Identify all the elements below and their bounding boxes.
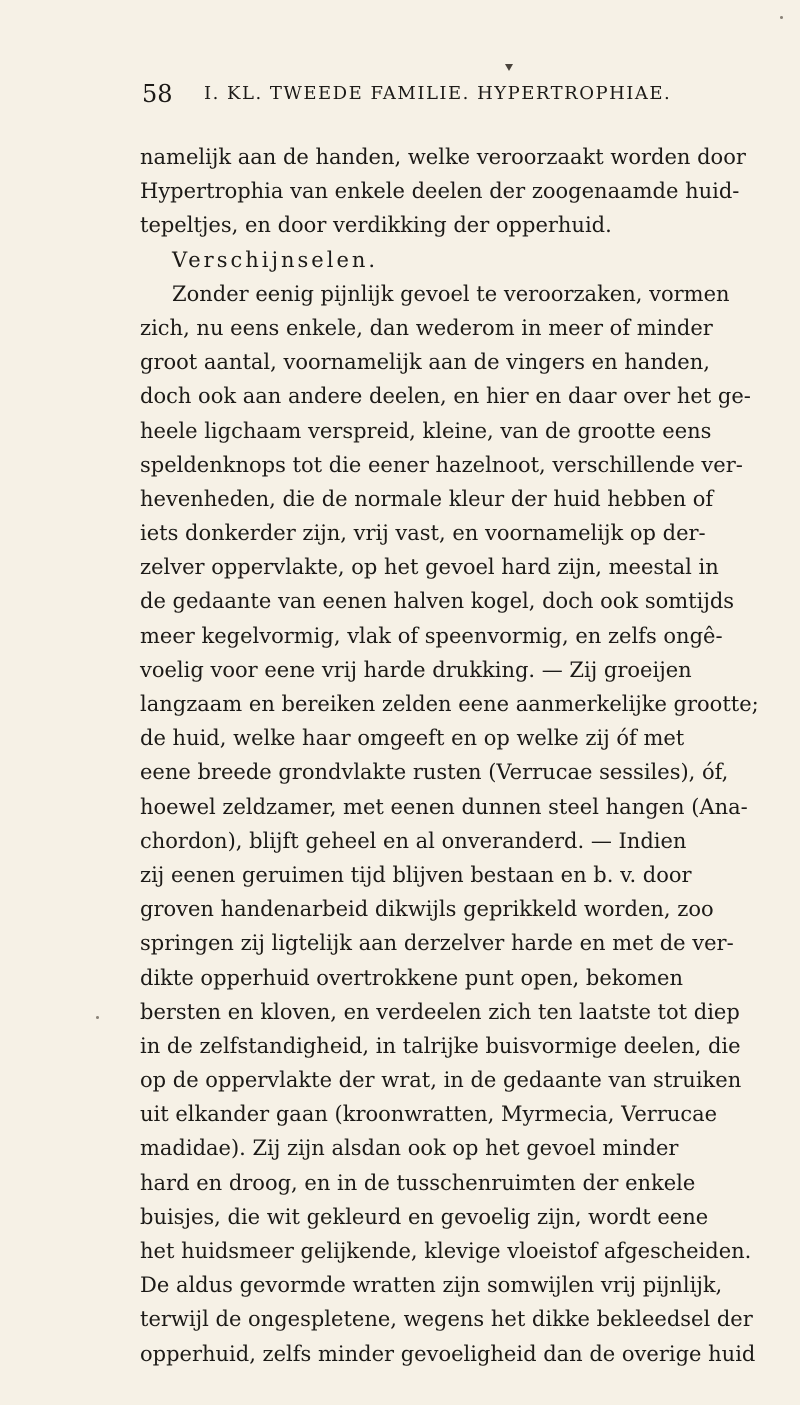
- text-line: langzaam en bereiken zelden eene aanmerkelijke grootte;: [140, 692, 759, 716]
- text-line: zelver oppervlakte, op het gevoel hard zijn, meestal in: [140, 555, 719, 580]
- text-line: chordon), blijft geheel en al onveranderd. — Indien: [140, 828, 687, 853]
- text-line: in de zelfstandigheid, in talrijke buisvormige deelen, die: [140, 1033, 741, 1058]
- paper-speck: [96, 1016, 99, 1019]
- section-heading: Verschijnselen.: [172, 247, 379, 272]
- text-line: springen zij ligtelijk aan derzelver harde en met de ver-: [140, 931, 734, 956]
- text-line: zij eenen geruimen tijd blijven bestaan en b. v. door: [140, 862, 692, 887]
- text-line: opperhuid, zelfs minder gevoeligheid dan de overige huid: [140, 1341, 756, 1366]
- text-line: tepeltjes, en door verdikking der opperhuid.: [140, 213, 612, 238]
- text-line: doch ook aan andere deelen, en hier en daar over het ge-: [140, 384, 751, 409]
- text-line: de huid, welke haar omgeeft en op welke zij óf met: [140, 726, 685, 751]
- text-line: uit elkander gaan (kroonwratten, Myrmecia, Verrucae: [140, 1102, 718, 1127]
- text-line: buisjes, die wit gekleurd en gevoelig zijn, wordt eene: [140, 1204, 709, 1229]
- page-number: 58: [142, 80, 173, 108]
- running-title: I. KL. TWEEDE FAMILIE. HYPERTROPHIAE.: [204, 83, 672, 104]
- text-line: de gedaante van eenen halven kogel, doch ook somtijds: [140, 589, 735, 614]
- text-line: De aldus gevormde wratten zijn somwijlen vrij pijnlijk,: [140, 1273, 723, 1298]
- text-line: voelig voor eene vrij harde drukking. — Zij groeijen: [140, 657, 692, 682]
- text-line: hoewel zeldzamer, met eenen dunnen steel hangen (Ana-: [140, 794, 748, 819]
- text-line: dikte opperhuid overtrokkene punt open, bekomen: [140, 965, 684, 990]
- paper-speck: [780, 16, 783, 19]
- running-header: [142, 80, 682, 110]
- text-line: heele ligchaam verspreid, kleine, van de grootte eens: [140, 418, 712, 443]
- text-line: Zonder eenig pijnlijk gevoel te veroorzaken, vormen: [172, 281, 730, 306]
- text-line: terwijl de ongespletene, wegens het dikke bekleedsel der: [140, 1307, 753, 1332]
- text-line: op de oppervlakte der wrat, in de gedaante van struiken: [140, 1068, 742, 1093]
- text-line: groven handenarbeid dikwijls geprikkeld worden, zoo: [140, 897, 714, 922]
- text-line: groot aantal, voornamelijk aan de vingers en handen,: [140, 350, 710, 375]
- text-line: hevenheden, die de normale kleur der huid hebben of: [140, 486, 714, 511]
- body-text: [140, 140, 759, 1371]
- text-line: bersten en kloven, en verdeelen zich ten laatste tot diep: [140, 999, 740, 1024]
- text-line: iets donkerder zijn, vrij vast, en voornamelijk op der-: [140, 521, 706, 546]
- text-line: speldenknops tot die eener hazelnoot, verschillende ver-: [140, 452, 743, 477]
- printer-mark: [505, 64, 513, 71]
- text-line: meer kegelvormig, vlak of speenvormig, en zelfs ongê-: [140, 623, 723, 648]
- text-line: het huidsmeer gelijkende, klevige vloeistof afgescheiden.: [140, 1239, 752, 1263]
- text-line: hard en droog, en in de tusschenruimten der enkele: [140, 1170, 696, 1195]
- text-line: namelijk aan de handen, welke veroorzaakt worden door: [140, 145, 746, 169]
- text-line: madidae). Zij zijn alsdan ook op het gevoel minder: [140, 1136, 679, 1161]
- text-line: Hypertrophia van enkele deelen der zoogenaamde huid-: [140, 179, 740, 204]
- text-line: eene breede grondvlakte rusten (Verrucae sessiles), óf,: [140, 760, 729, 785]
- text-line: zich, nu eens enkele, dan wederom in meer of minder: [140, 315, 713, 340]
